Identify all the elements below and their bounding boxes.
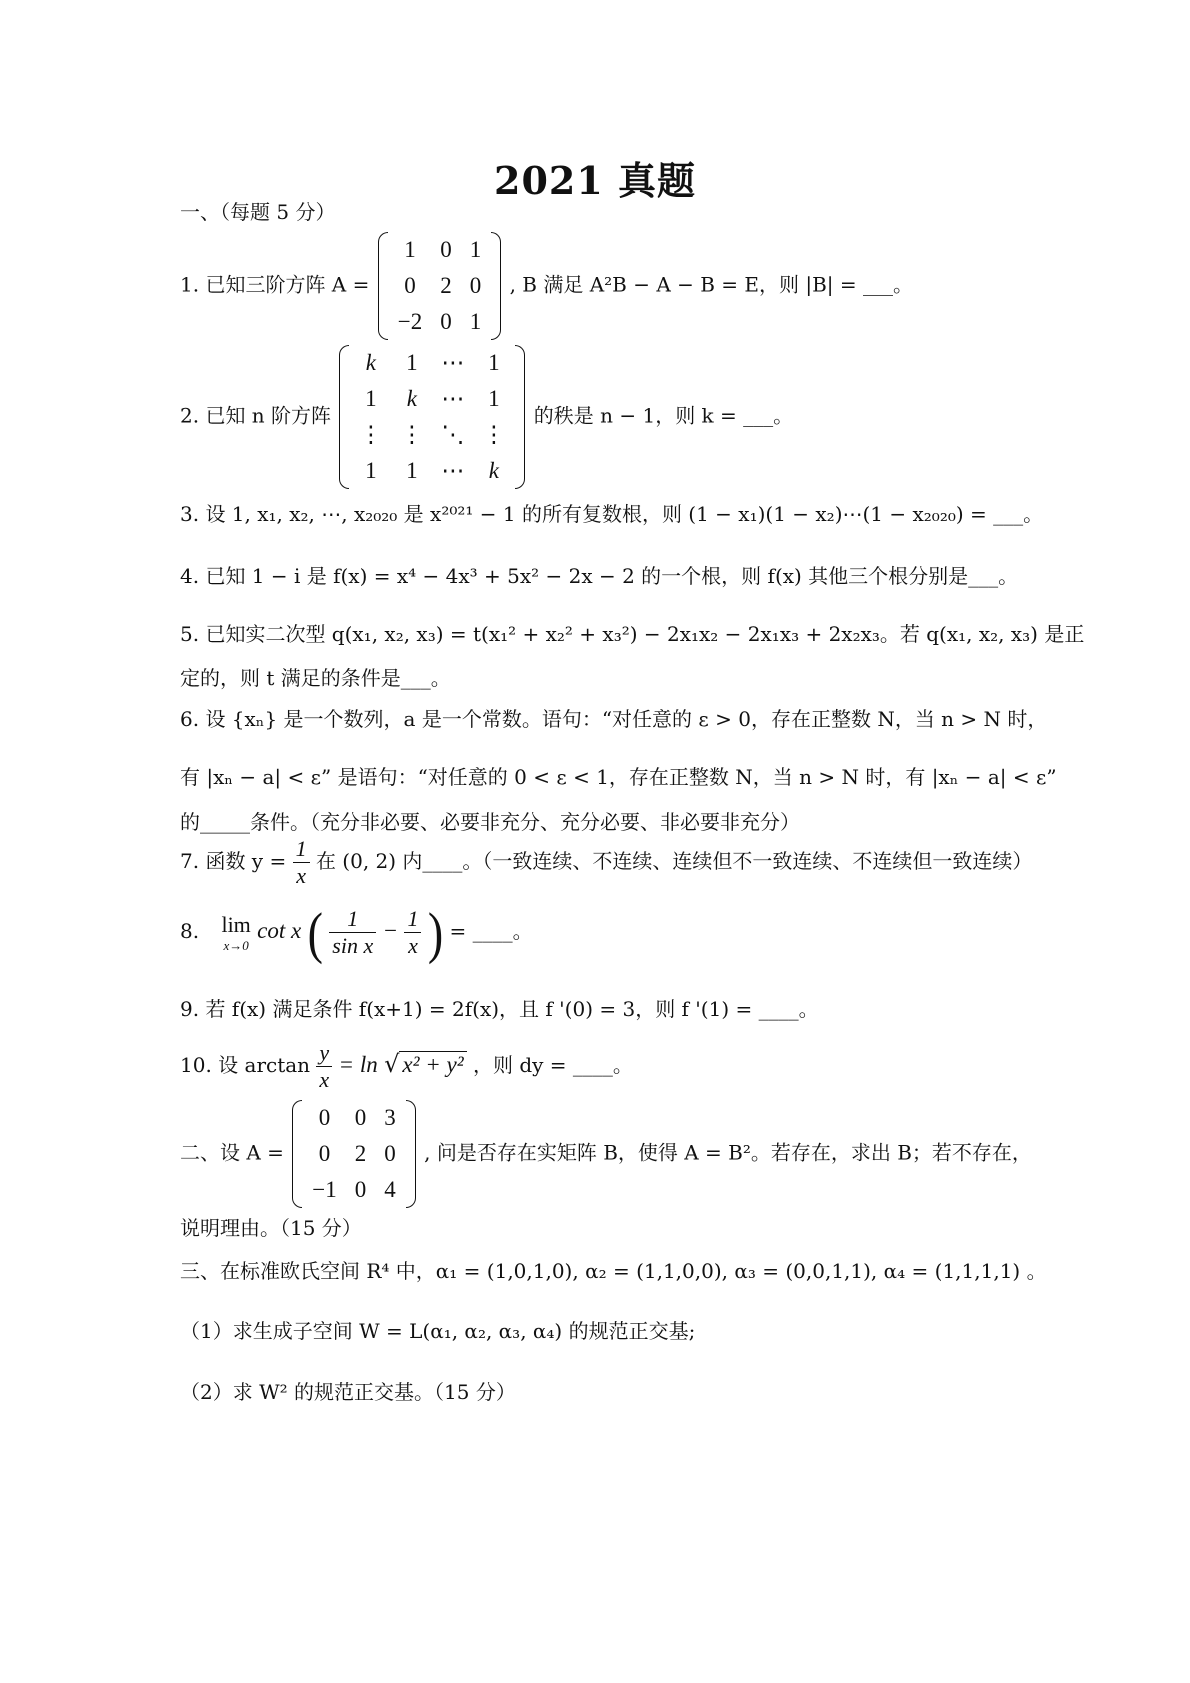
q10-sqrt-content: x² + y² — [399, 1051, 466, 1077]
q1-matrix-cell: 0 — [469, 273, 482, 298]
question-5-line-1: 5. 已知实二次型 q(x₁, x₂, x₃) = t(x₁² + x₂² + x₃²) − 2x₁x₂ − 2x₁x₃ + 2x₂x₃。若 q(x₁, x₂, x₃) 是正 — [180, 622, 1085, 646]
q8-suffix: = ____。 — [449, 919, 533, 943]
question-6-line-2: 有 |xₙ − a| < ε” 是语句：“对任意的 0 < ε < 1，存在正整数 N，当 n > N 时，有 |xₙ − a| < ε” — [180, 765, 1057, 789]
s2-matrix-row — [303, 1172, 404, 1208]
s2-matrix-row — [303, 1100, 404, 1136]
question-1 — [180, 232, 913, 340]
q7-fraction — [293, 836, 310, 889]
q8-frac2-denominator: x — [408, 933, 418, 958]
q8-fraction-2 — [404, 906, 421, 959]
q8-minus: − — [382, 918, 399, 943]
q8-left-paren: ( — [307, 900, 323, 965]
q2-prefix: 2. 已知 n 阶方阵 — [180, 403, 332, 428]
question-5-line-2: 定的，则 t 满足的条件是___。 — [180, 666, 451, 690]
question-9: 9. 若 f(x) 满足条件 f(x+1) = 2f(x)，且 f '(0) = 3，则 f '(1) = ____。 — [180, 997, 819, 1021]
question-8 — [180, 900, 533, 965]
s2-matrix-cell: −1 — [312, 1177, 337, 1202]
q8-frac1-denominator: sin x — [332, 933, 374, 958]
q2-matrix-cell: k — [488, 458, 500, 483]
q1-matrix-cell: 0 — [440, 309, 452, 334]
q2-matrix-cell: ⋯ — [441, 350, 465, 375]
q2-suffix: 的秩是 n − 1，则 k = ___。 — [533, 403, 794, 428]
s2-matrix-cell: 0 — [318, 1105, 331, 1130]
q2-matrix-cell: ⋮ — [359, 422, 383, 447]
q8-limit — [221, 912, 250, 954]
q7-suffix: 在 (0, 2) 内____。（一致连续、不连续、连续但不一致连续、不连续但一致连续） — [315, 849, 1033, 873]
q10-fraction — [316, 1040, 332, 1093]
q2-matrix-cell: 1 — [406, 458, 418, 483]
q8-frac1-numerator: 1 — [329, 906, 376, 933]
q1-matrix-cell: −2 — [397, 309, 423, 334]
q10-numerator: y — [316, 1040, 332, 1067]
q1-matrix-cell: 0 — [404, 273, 416, 298]
q2-matrix-row — [350, 345, 514, 381]
q2-matrix-cell: ⋮ — [482, 422, 506, 447]
s2-matrix-cell: 0 — [354, 1105, 367, 1130]
q2-matrix-cell: ⋯ — [441, 458, 465, 483]
question-2 — [180, 345, 793, 489]
question-4: 4. 已知 1 − i 是 f(x) = x⁴ − 4x³ + 5x² − 2x − 2 的一个根，则 f(x) 其他三个根分别是___。 — [180, 564, 1019, 588]
q2-matrix-cell: 1 — [488, 350, 500, 375]
s2-matrix-cell: 2 — [354, 1141, 367, 1166]
q8-fraction-1 — [329, 906, 376, 959]
q2-matrix-row — [350, 417, 514, 453]
q2-matrix-cell: k — [365, 350, 377, 375]
q2-matrix-cell: ⋱ — [441, 422, 465, 447]
q1-matrix-cell: 1 — [469, 309, 482, 334]
q2-matrix-cell: 1 — [365, 386, 377, 411]
question-6-line-3: 的_____条件。（充分非必要、必要非充分、充分必要、非必要非充分） — [180, 810, 800, 834]
q8-lim: lim — [221, 911, 251, 937]
q8-prefix: 8. — [180, 919, 200, 943]
q1-matrix-row — [389, 268, 490, 304]
q1-matrix-row — [389, 232, 490, 268]
q2-matrix-row — [350, 453, 514, 489]
q2-matrix — [339, 345, 525, 489]
q2-matrix-cell: k — [406, 386, 418, 411]
question-6-line-1: 6. 设 {xₙ} 是一个数列，a 是一个常数。语句：“对任意的 ε > 0，存在正整数 N，当 n > N 时， — [180, 707, 1048, 731]
q10-suffix: ，则 dy = ____。 — [472, 1053, 633, 1077]
q10-prefix: 10. 设 arctan — [180, 1053, 311, 1077]
question-3: 3. 设 1, x₁, x₂, ⋯, x₂₀₂₀ 是 x²⁰²¹ − 1 的所有复数根，则 (1 − x₁)(1 − x₂)⋯(1 − x₂₀₂₀) = ___。 — [180, 502, 1044, 526]
s2-matrix-row — [303, 1136, 404, 1172]
s2-prefix: 二、设 A = — [180, 1140, 284, 1165]
s2-suffix: , 问是否存在实矩阵 B，使得 A = B²。若存在，求出 B；若不存在， — [424, 1140, 1032, 1165]
q10-mid: = ln — [338, 1052, 378, 1077]
question-10 — [180, 1040, 633, 1093]
q2-matrix-cell: ⋮ — [400, 422, 424, 447]
q8-cot: cot x — [257, 918, 302, 943]
s2-matrix-cell: 0 — [354, 1177, 367, 1202]
page-title: 2021 真题 — [494, 158, 696, 203]
q1-suffix: , B 满足 A²B − A − B = E，则 |B| = ___。 — [509, 272, 914, 297]
q8-frac2-numerator: 1 — [404, 906, 421, 933]
q2-matrix-row — [350, 381, 514, 417]
question-7 — [180, 836, 1032, 889]
q8-right-paren: ) — [427, 900, 444, 965]
q1-matrix-cell: 1 — [404, 237, 416, 262]
q1-matrix-cell: 2 — [440, 273, 452, 298]
s2-matrix-cell: 0 — [384, 1141, 396, 1166]
q10-denominator: x — [319, 1067, 330, 1092]
section2-question — [180, 1100, 1032, 1208]
q1-matrix-cell: 0 — [440, 237, 452, 262]
q2-matrix-cell: 1 — [488, 386, 500, 411]
q7-denominator: x — [296, 863, 306, 888]
q1-matrix-row — [389, 304, 490, 340]
q2-matrix-cell: 1 — [406, 350, 418, 375]
q7-numerator: 1 — [293, 836, 310, 863]
q7-prefix: 7. 函数 y = — [180, 849, 287, 873]
q8-lim-sub: x→0 — [223, 937, 249, 953]
s2-matrix-cell: 4 — [384, 1177, 396, 1202]
section3-part-1: （1）求生成子空间 W = L(α₁, α₂, α₃, α₄) 的规范正交基; — [180, 1319, 696, 1343]
s2-matrix-cell: 0 — [318, 1141, 331, 1166]
section3-line-1: 三、在标准欧氏空间 R⁴ 中，α₁ = (1,0,1,0), α₂ = (1,1,0,0), α₃ = (0,0,1,1), α₄ = (1,1,1,1) 。 — [180, 1259, 1047, 1283]
s2-matrix-cell: 3 — [384, 1105, 396, 1130]
q1-prefix: 1. 已知三阶方阵 A = — [180, 272, 370, 297]
section1-header: 一、（每题 5 分） — [180, 200, 336, 224]
section3-part-2: （2）求 W² 的规范正交基。（15 分） — [180, 1380, 516, 1404]
section2-line-2: 说明理由。（15 分） — [180, 1216, 362, 1240]
sqrt-sign-icon: √ — [384, 1050, 400, 1078]
q1-matrix-cell: 1 — [469, 237, 482, 262]
q1-matrix — [378, 232, 501, 340]
s2-matrix — [292, 1100, 415, 1208]
q2-matrix-cell: 1 — [365, 458, 377, 483]
q2-matrix-cell: ⋯ — [441, 386, 465, 411]
